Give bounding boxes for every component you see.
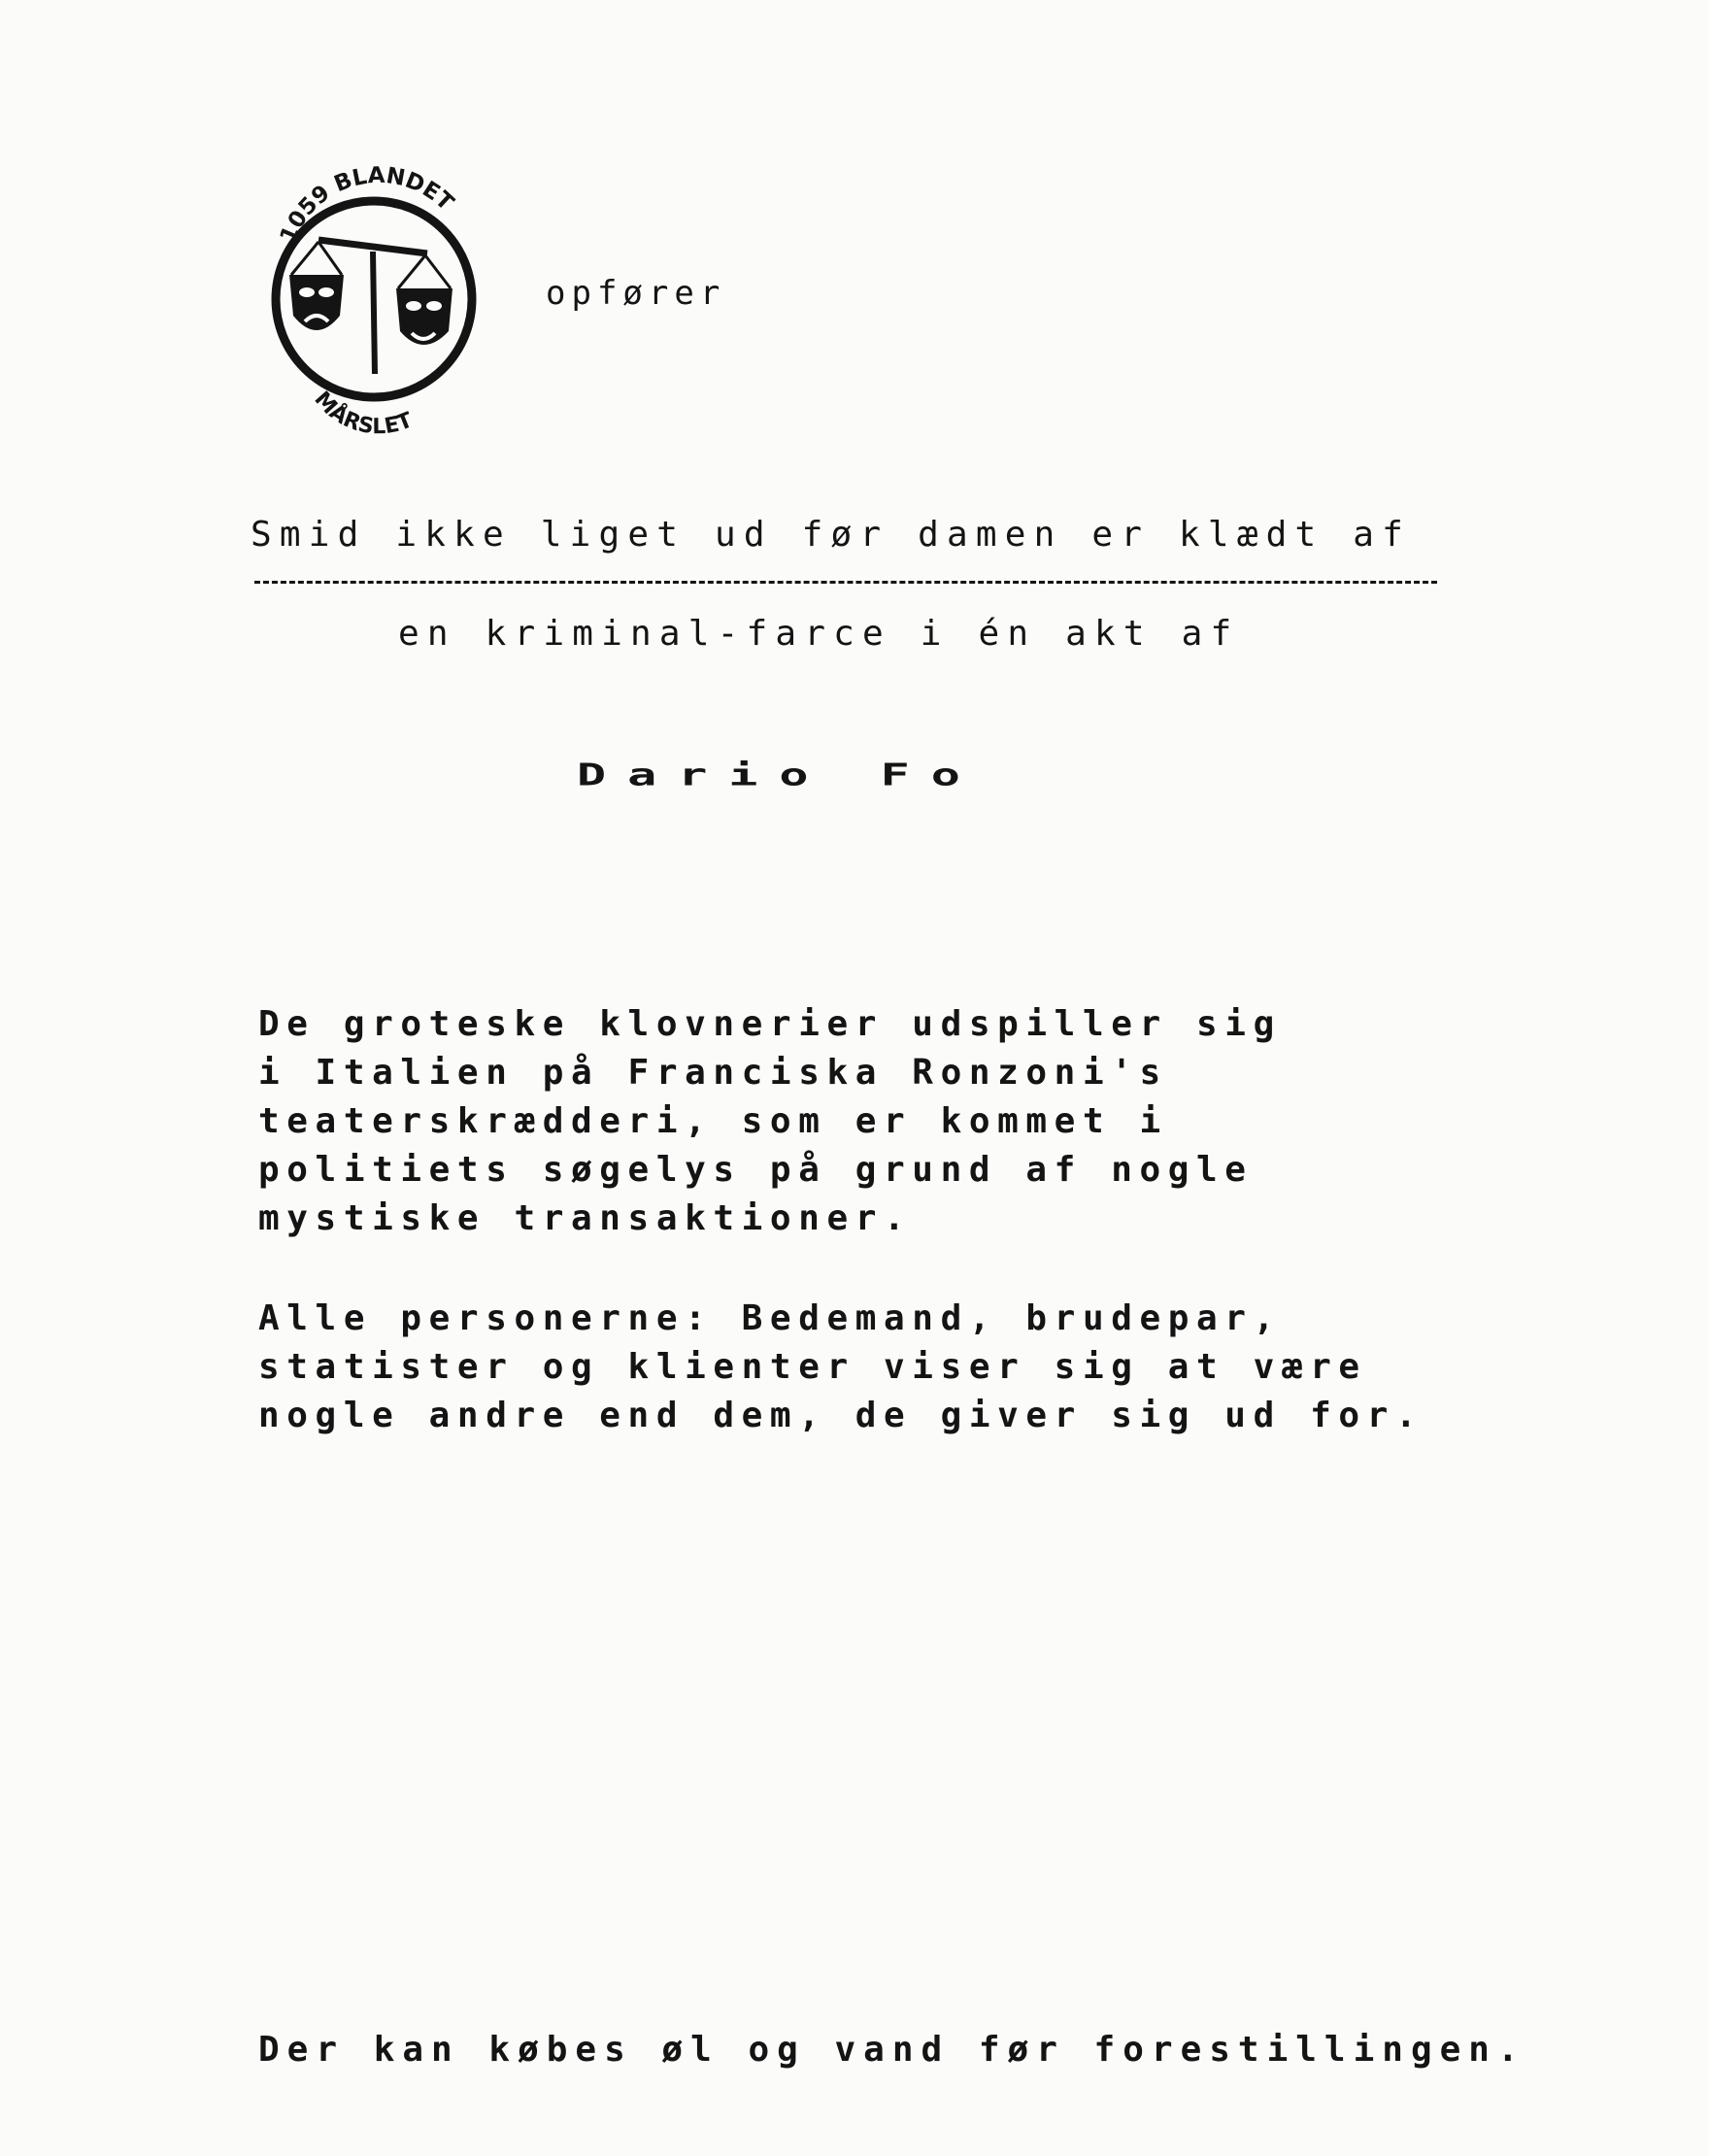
paragraph-line: nogle andre end dem, de giver sig ud for. <box>258 1396 1424 1435</box>
svg-text:MÅRSLET: MÅRSLET <box>309 387 417 440</box>
paragraph-line: statister og klienter viser sig at være <box>258 1347 1367 1387</box>
author-name: Dario Fo <box>577 758 982 792</box>
title-divider <box>254 581 1437 584</box>
theatre-logo <box>262 160 486 442</box>
paragraph-line: De groteske klovnerier udspiller sig <box>258 1004 1282 1044</box>
paragraph-line: mystiske transaktioner. <box>258 1198 913 1238</box>
paragraph-line: politiets søgelys på grund af nogle <box>258 1150 1254 1190</box>
description-paragraph <box>258 1295 1424 1440</box>
paragraph-line: teaterskrædderi, som er kommet i <box>258 1101 1168 1141</box>
description-paragraph <box>258 1000 1282 1243</box>
footer-note: Der kan købes øl og vand før forestillingen. <box>258 2030 1526 2070</box>
svg-text:1059 BLANDET: 1059 BLANDET <box>275 162 458 247</box>
presents-label: opfører <box>546 274 726 313</box>
paragraph-line: Alle personerne: Bedemand, brudepar, <box>258 1298 1282 1338</box>
paragraph-line: i Italien på Franciska Ronzoni's <box>258 1053 1168 1093</box>
play-title: Smid ikke liget ud før damen er klædt af <box>251 515 1411 555</box>
play-subtitle: en kriminal-farce i én akt af <box>398 614 1240 654</box>
